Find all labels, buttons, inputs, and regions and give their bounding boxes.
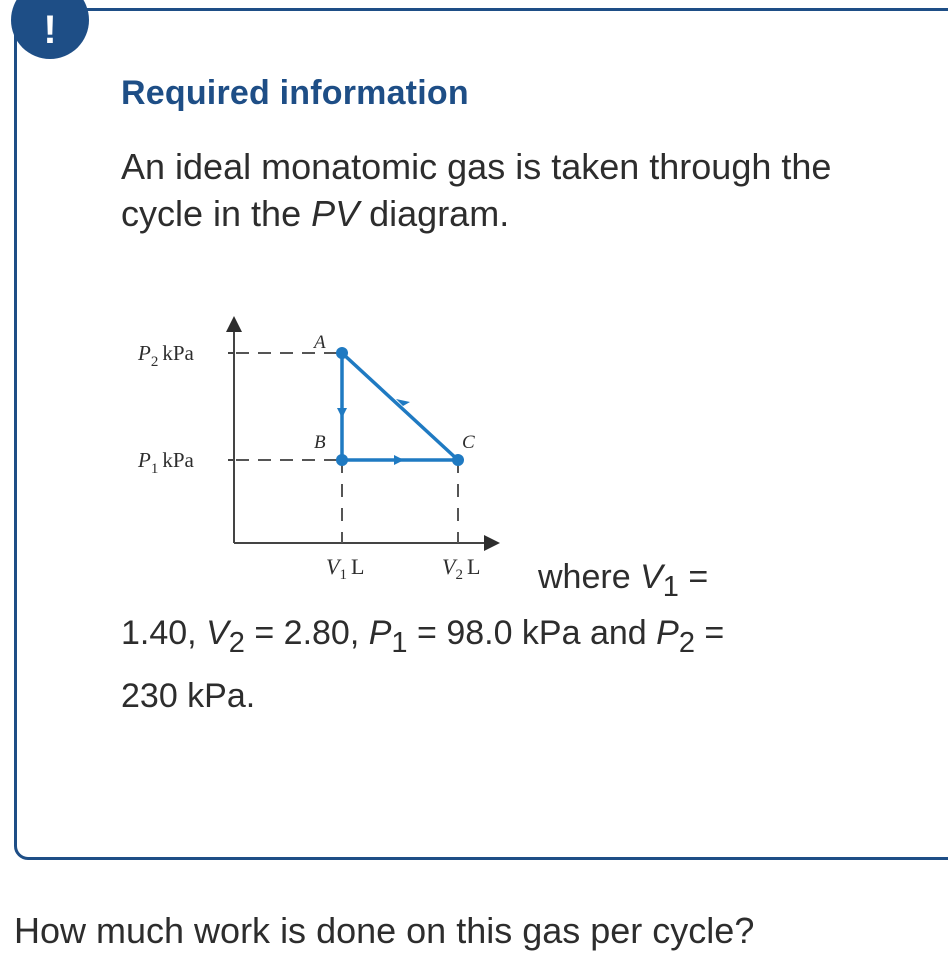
p2-axis-label: $P_2$ kPa [138,341,194,370]
arrow-a-to-b [337,408,347,418]
alert-icon: ! [11,0,89,59]
v2-value: 2.80, [283,614,360,652]
point-b-label: B [314,432,326,453]
arrow-b-to-c [394,455,404,465]
v2-axis-label: $V_2$ L [442,554,481,583]
v1-axis-label: $V_1$ L [326,554,365,583]
problem-intro [121,143,861,237]
pv-diagram [120,310,520,590]
where-clause: where V1 = [538,558,709,603]
question-text: How much work is done on this gas per cycle? [14,910,755,951]
intro-text-after: diagram. [359,193,510,234]
given-values: 1.40, V2 = 2.80, P1 = 98.0 kPa and P2 = 230 kPa. [121,614,725,715]
point-a-label: A [314,332,326,353]
point-c-label: C [462,432,475,453]
point-c-dot [452,454,464,466]
point-b-dot [336,454,348,466]
intro-text-before: An ideal monatomic gas is taken through the cycle in the [121,146,832,234]
v1-value: 1.40, [121,614,197,652]
point-a-dot [336,347,348,359]
where-word: where [538,558,631,596]
p2-value: 230 kPa. [121,677,256,715]
required-info-title: Required information [121,74,469,112]
cycle-path [342,353,458,460]
p1-value: 98.0 kPa and [446,614,647,652]
p1-axis-label: $P_1$ kPa [138,448,194,477]
intro-pv: PV [311,193,360,234]
